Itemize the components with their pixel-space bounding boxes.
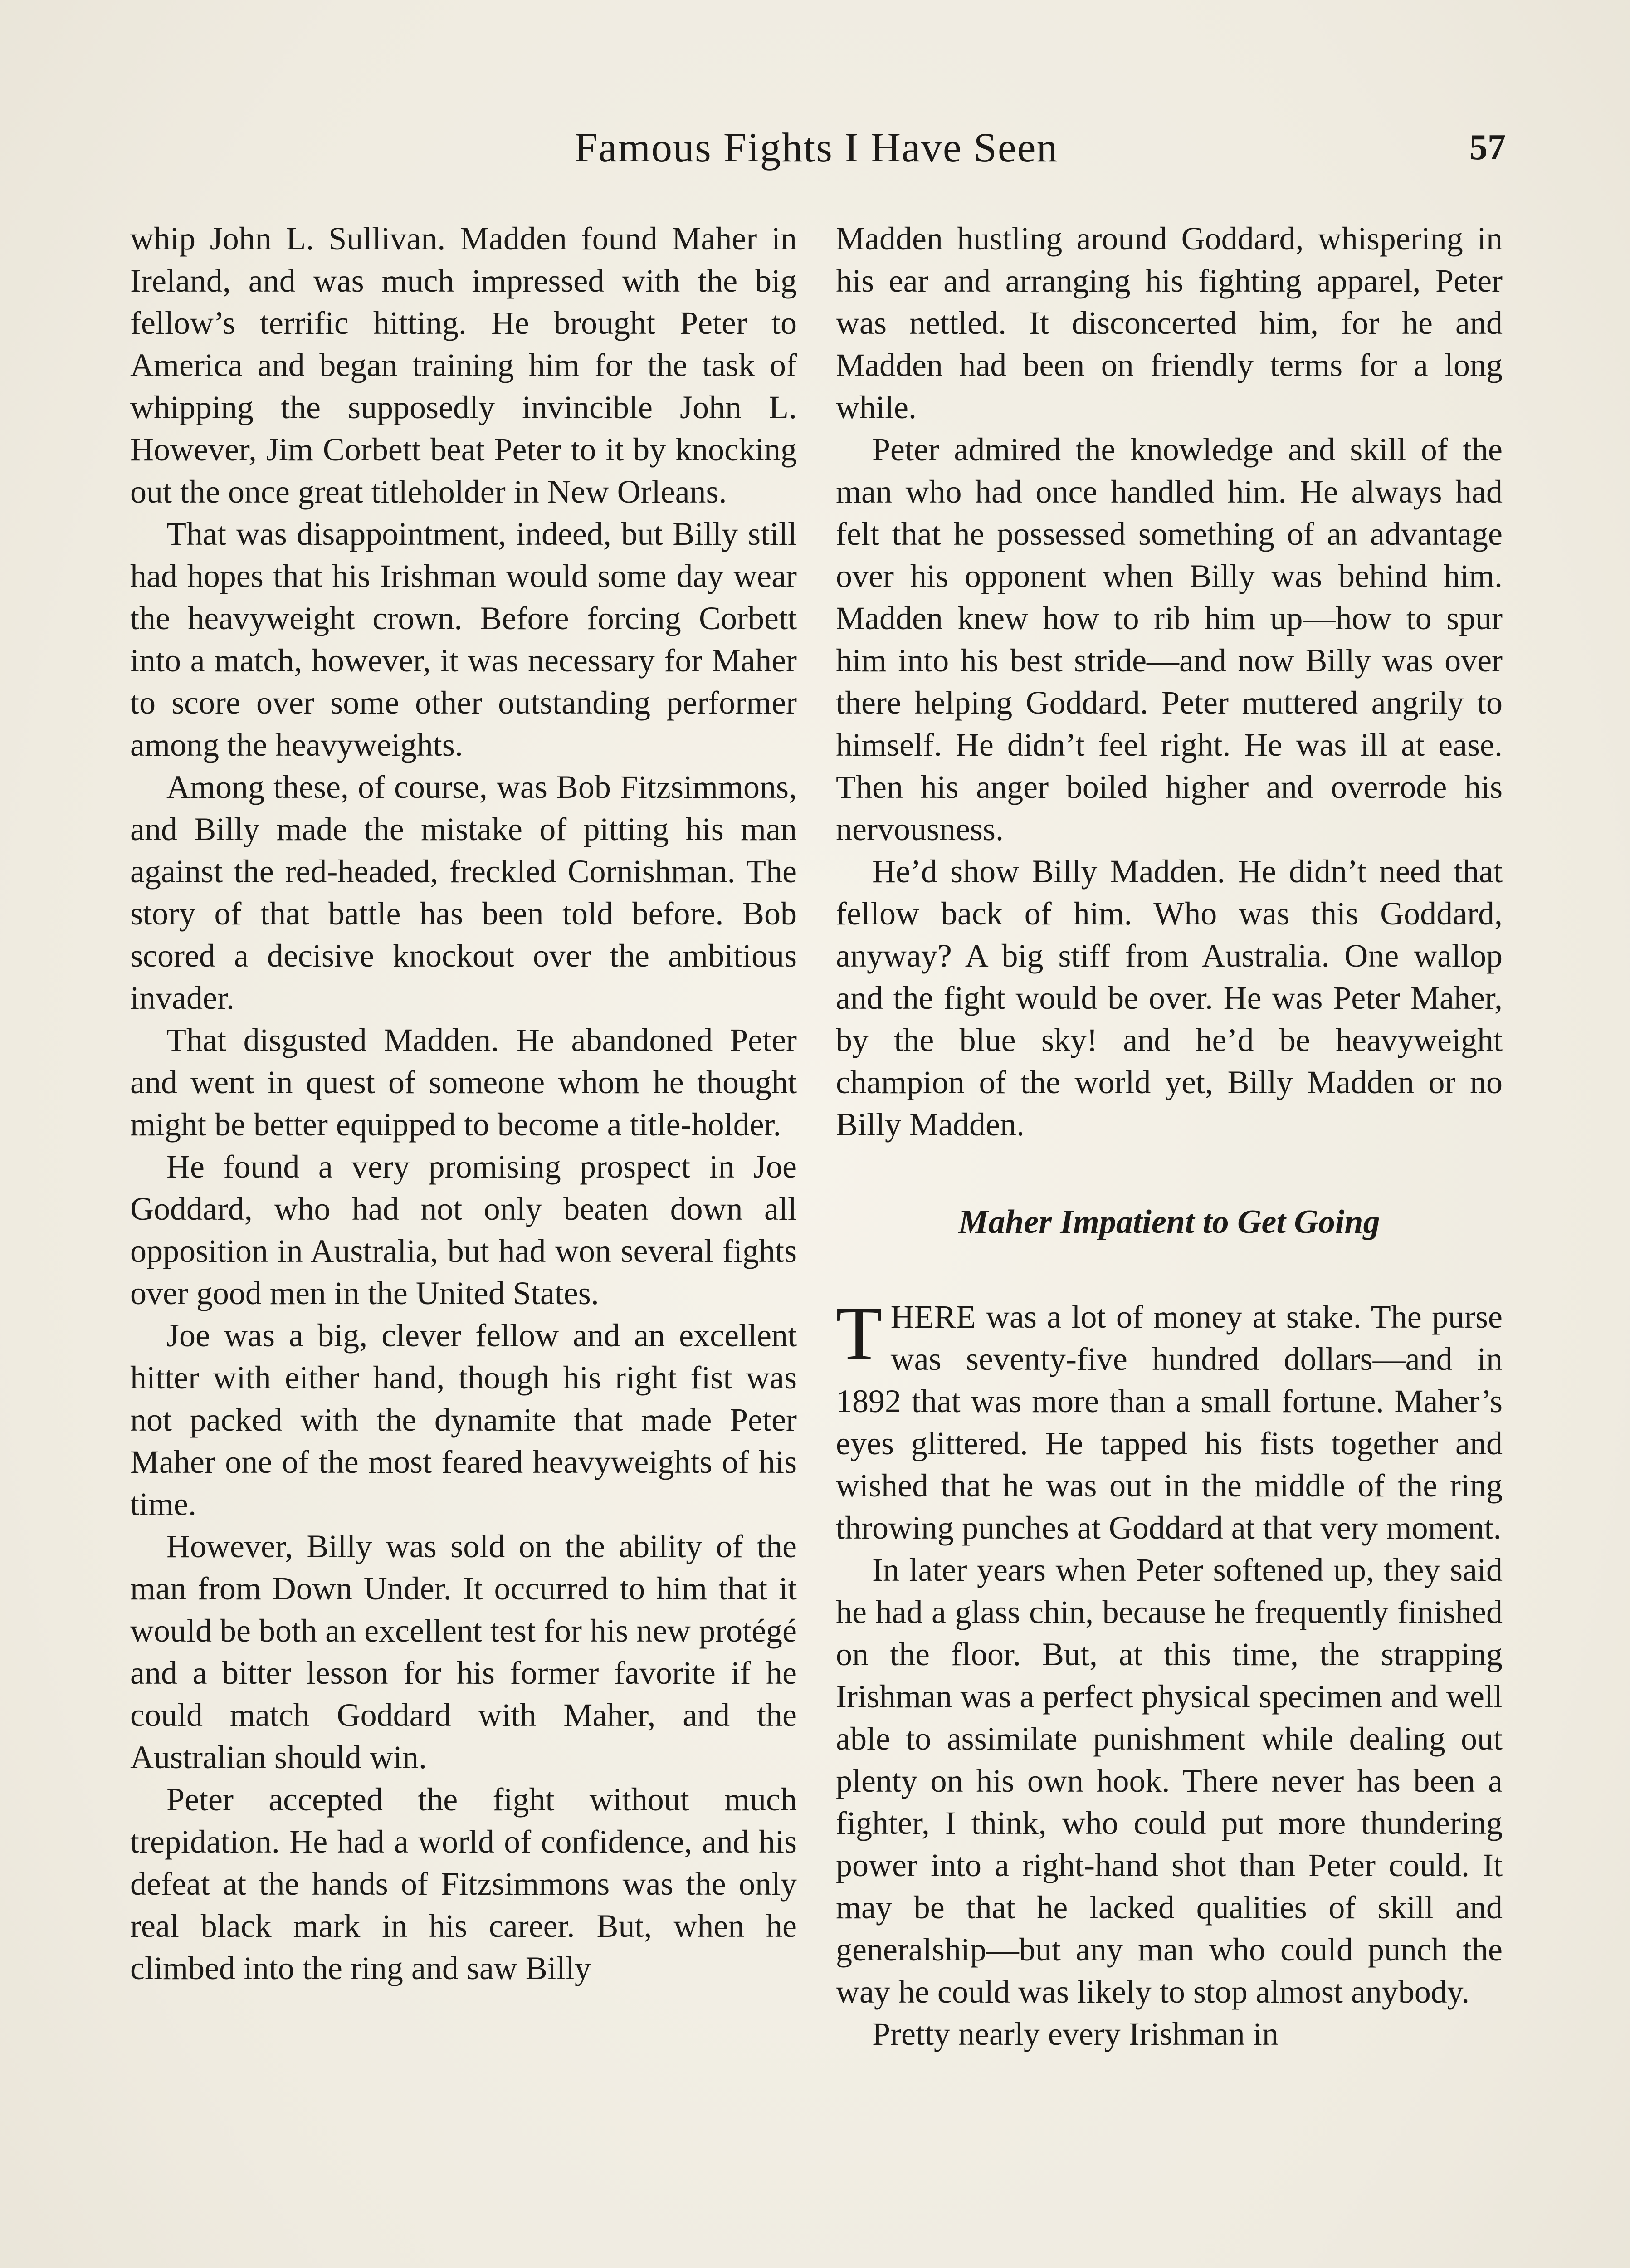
page-number: 57 — [1469, 127, 1506, 167]
drop-cap: T — [836, 1291, 883, 1376]
running-head — [127, 116, 1506, 179]
paragraph: Peter accepted the fight without much trepidation. He had a world of confidence, and his defeat at the hands of Fitzsimmons was the only real black mark in his career. But, when he climbed into the ring and saw Billy — [130, 1781, 797, 1986]
dropcap-paragraph — [836, 1291, 1503, 1549]
paragraph: That disgusted Madden. He abandoned Peter and went in quest of someone whom he thought might be better equipped to become a title-holder. — [130, 1022, 797, 1143]
right-column — [836, 218, 1503, 2055]
paragraph: He found a very promising prospect in Joe Goddard, who had not only beaten down all opposition in Australia, but had won several fights over good men in the United States. — [130, 1149, 797, 1311]
section-subhead: Maher Impatient to Get Going — [958, 1203, 1380, 1241]
paragraph: Madden hustling around Goddard, whispering in his ear and arranging his fighting apparel, Peter was nettled. It disconcerted him, for he and Madden had been on friendly terms for a long while. — [836, 220, 1503, 425]
paragraph: whip John L. Sullivan. Madden found Maher in Ireland, and was much impressed with the big fellow’s terrific hitting. He brought Peter to America and began training him for the task of whipping the supposedly invincible John L. However, Jim Corbett beat Peter to it by knocking out the once great titleholder in New Orleans. — [130, 220, 797, 510]
dropcap-paragraph-text: HERE was a lot of money at stake. The purse was seventy-five hundred dollars—and in 1892 that was more than a small fortune. Maher’s eyes glittered. He tapped his fists together and wished that he was out in the middle of the ring throwing punches at Goddard at that very moment. — [836, 1299, 1503, 1546]
paragraph: That was disappointment, indeed, but Billy still had hopes that his Irishman would some day wear the heavyweight crown. Before forcing Corbett into a match, however, it was necessary for Maher to score over some other outstanding performer among the heavyweights. — [130, 516, 797, 763]
left-column — [130, 218, 797, 1989]
paragraph: Among these, of course, was Bob Fitzsimmons, and Billy made the mistake of pitting his man against the red-headed, freckled Cornishman. The story of that battle has been told before. Bob scored a decisive knockout over the ambitious invader. — [130, 769, 797, 1016]
paragraph: In later years when Peter softened up, they said he had a glass chin, because he frequently finished on the floor. But, at this time, the strapping Irishman was a perfect physical specimen and well able to assimilate punishment while dealing out plenty on his own hook. There never has been a fighter, I think, who could put more thundering power into a right-hand shot than Peter could. It may be that he lacked qualities of skill and generalship—but any man who could punch the way he could was likely to stop almost anybody. — [836, 1552, 1503, 2010]
page-title: Famous Fights I Have Seen — [574, 124, 1059, 171]
paragraph: However, Billy was sold on the ability of the man from Down Under. It occurred to him that it would be both an excellent test for his new protégé and a bitter lesson for his former favorite if he could match Goddard with Maher, and the Australian should win. — [130, 1528, 797, 1775]
paragraph: Joe was a big, clever fellow and an excellent hitter with either hand, though his right fist was not packed with the dynamite that made Peter Maher one of the most feared heavyweights of his time. — [130, 1317, 797, 1522]
paragraph: Pretty nearly every Irishman in — [872, 2016, 1279, 2052]
paragraph: Peter admired the knowledge and skill of the man who had once handled him. He always had felt that he possessed something of an advantage over his opponent when Billy was behind him. Madden knew how to rib him up—how to spur him into his best stride—and now Billy was over there helping Goddard. Peter muttered angrily to himself. He didn’t feel right. He was ill at ease. Then his anger boiled higher and overrode his nervousness. — [836, 431, 1503, 847]
paragraph: He’d show Billy Madden. He didn’t need that fellow back of him. Who was this Goddard, anyway? A big stiff from Australia. One wallop and the fight would be over. He was Peter Maher, by the blue sky! and he’d be heavyweight champion of the world yet, Billy Madden or no Billy Madden. — [836, 853, 1503, 1143]
